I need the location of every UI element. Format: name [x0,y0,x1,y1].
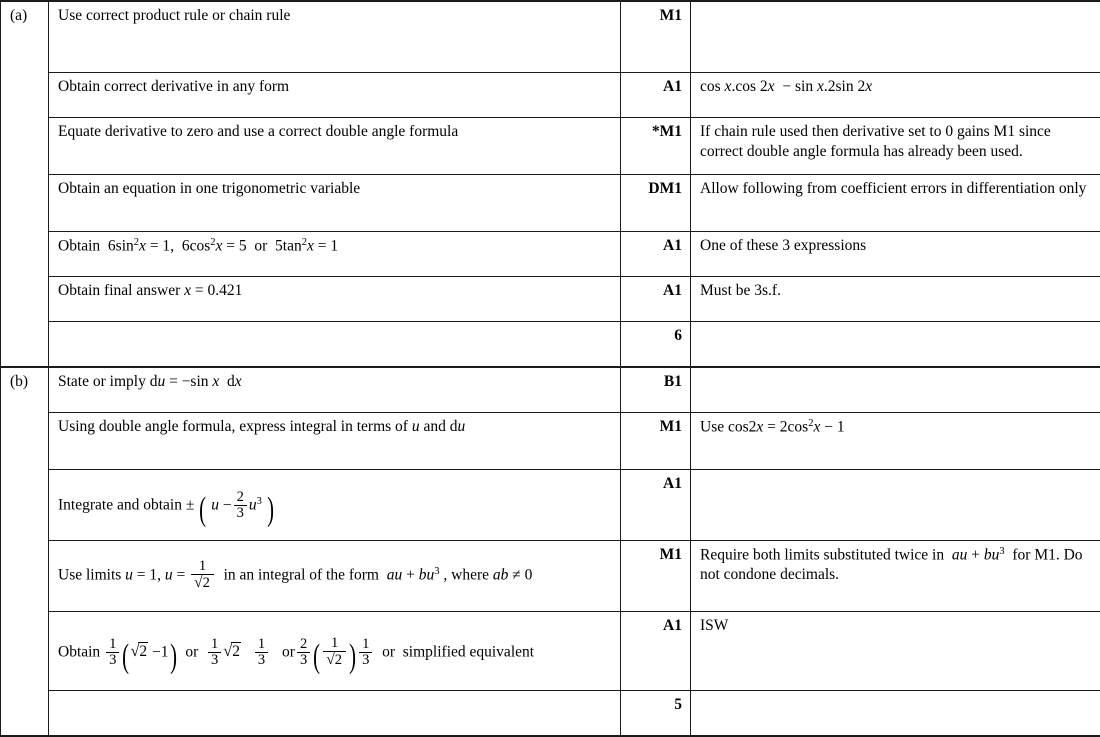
part-label-a: (a) [1,1,49,367]
mark-cell: A1 [621,612,691,691]
scheme-cell-substitution: State or imply du = −sin x dx [49,367,621,413]
mark-cell: A1 [621,73,691,118]
table-row [1,541,1100,612]
notes-cell: Allow following from coefficient errors in differentiation only [691,175,1100,232]
table-row-total-b [1,691,1100,737]
table-row [1,232,1100,277]
scheme-cell-use-limits: Use limits u = 1, u = $\frac{1}{√2}$ in an integral of the form au + $bu^3$ , where ab ≠ 0 [49,541,621,612]
mark-cell: M1 [621,541,691,612]
notes-cell [691,322,1100,368]
section-total-a: 6 [621,322,691,368]
mark-cell: M1 [621,1,691,73]
notes-cell [691,691,1100,737]
scheme-cell: Use correct product rule or chain rule [49,1,621,73]
table-row [1,470,1100,541]
scheme-cell-double-angle: Using double angle formula, express integral in terms of u and du [49,413,621,470]
notes-cell: ISW [691,612,1100,691]
scheme-cell-empty [49,322,621,368]
mark-cell: DM1 [621,175,691,232]
notes-cell [691,1,1100,73]
table-row [1,73,1100,118]
notes-cell-limits: Require both limits substituted twice in au + $bu^3$ for M1. Do not condone decimals. [691,541,1100,612]
table-row [1,413,1100,470]
part-label-b: (b) [1,367,49,736]
scheme-cell-obtain-value: Obtain $\frac{1}{3}$ (√2 −1) or $\frac{1}{3}$ √2 $\frac{1}{3}$ or $\frac{2}{3}$ ( $\frac{1}{√2}$ ) $\frac{1}{3}$ or simplified equivalent [49,612,621,691]
table-row [1,118,1100,175]
mark-cell: *M1 [621,118,691,175]
scheme-cell-empty [49,691,621,737]
table-row [1,367,1100,413]
mark-cell: M1 [621,413,691,470]
notes-cell [691,367,1100,413]
section-total-b: 5 [621,691,691,737]
table-row [1,277,1100,322]
notes-cell: If chain rule used then derivative set to 0 gains M1 since correct double angle formula has already been used. [691,118,1100,175]
table-row-total-a [1,322,1100,368]
mark-cell: A1 [621,277,691,322]
table-row [1,1,1100,73]
scheme-cell: Equate derivative to zero and use a correct double angle formula [49,118,621,175]
mark-cell: B1 [621,367,691,413]
table-row [1,175,1100,232]
notes-cell [691,470,1100,541]
scheme-cell: Obtain an equation in one trigonometric variable [49,175,621,232]
notes-cell: One of these 3 expressions [691,232,1100,277]
scheme-cell-integrate: Integrate and obtain ± ( u − $\frac{2}{3}$ $u^3$ ) [49,470,621,541]
notes-cell-cos2x: Use $\cos 2x = 2\cos^2x - 1$ [691,413,1100,470]
mark-cell: A1 [621,232,691,277]
scheme-cell-final-answer: Obtain final answer x = 0.421 [49,277,621,322]
notes-cell: Must be 3s.f. [691,277,1100,322]
scheme-cell-trig-equations: Obtain $6\sin^2x = 1$, $6\cos^2x = 5$ or $5\tan^2x = 1$ [49,232,621,277]
table-row [1,612,1100,691]
scheme-cell: Obtain correct derivative in any form [49,73,621,118]
notes-cell-derivative: cos x.cos 2x − sin x.2sin 2x [691,73,1100,118]
mark-cell: A1 [621,470,691,541]
